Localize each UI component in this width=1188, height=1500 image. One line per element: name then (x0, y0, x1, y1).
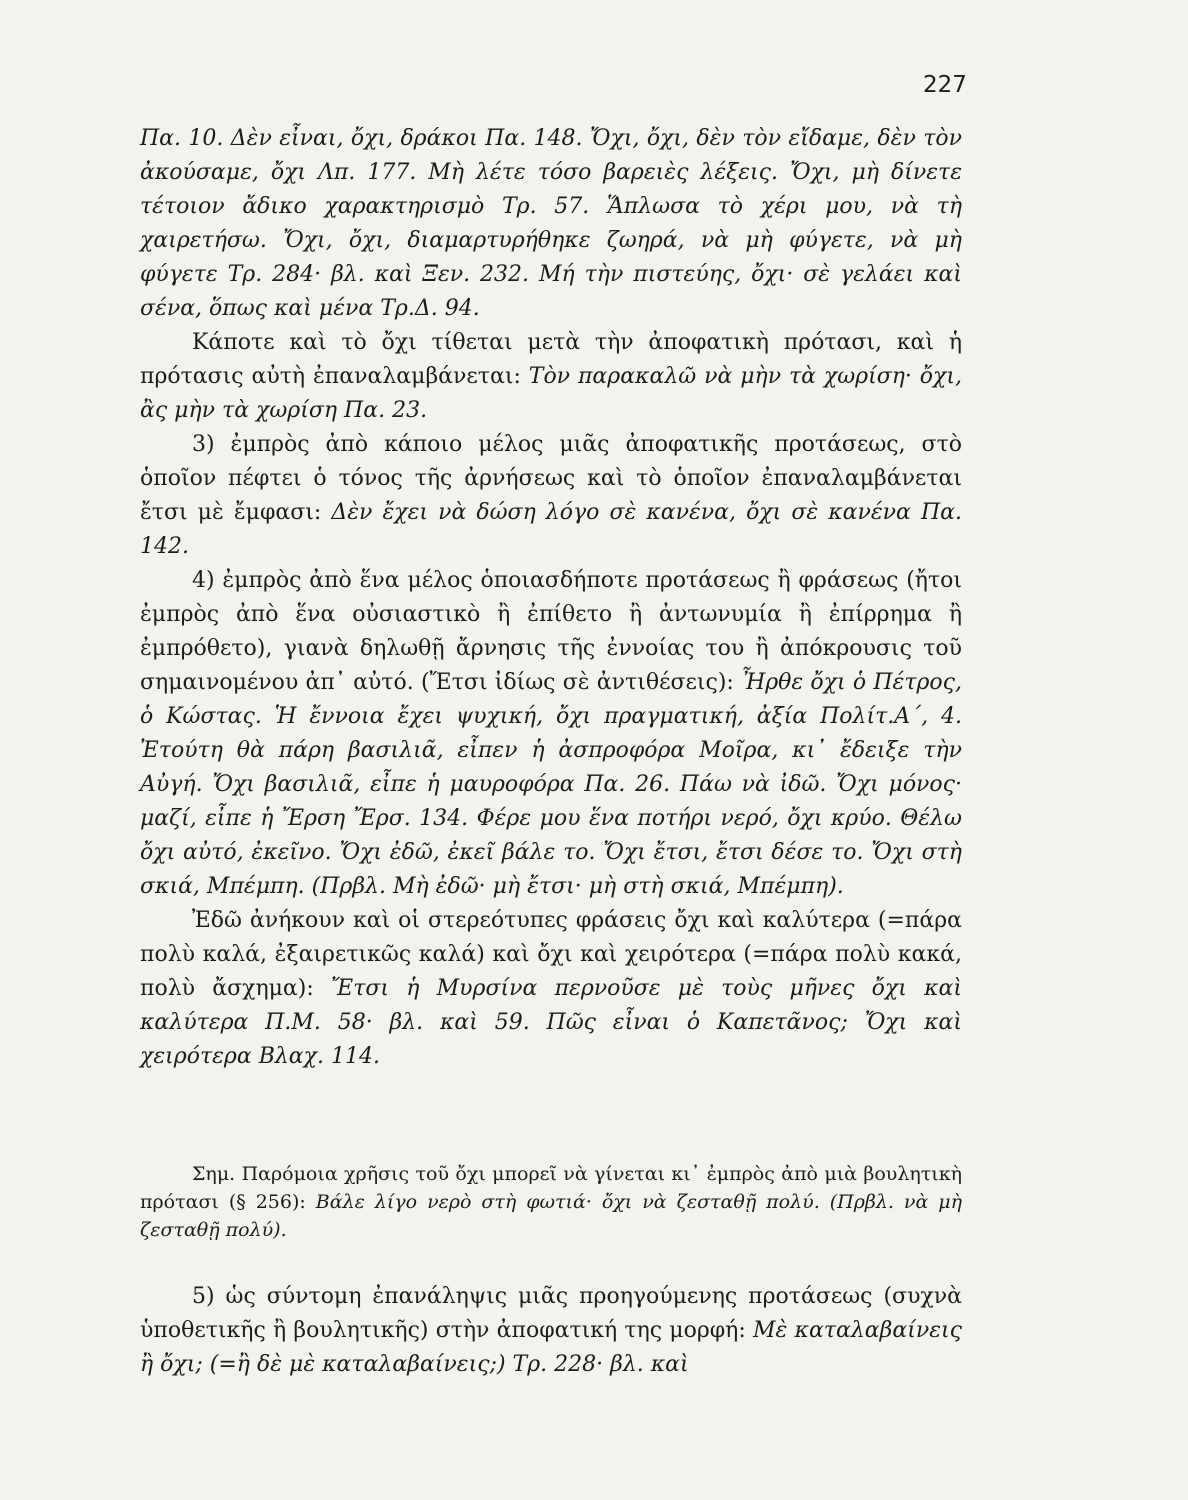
paragraph-6-examples: Μὲ καταλαβαίνεις ἢ ὄχι; (=ἢ δὲ μὲ καταλαβαίνεις;) Τρ. 228· βλ. καὶ (140, 1318, 962, 1377)
paragraph-5-lead: Ἐδῶ ἀνήκουν καὶ οἱ στερεότυπες φράσεις ὄχι καὶ καλύτερα (=πάρα πολὺ καλά, ἐξαιρετικῶς καλά) καὶ ὄχι καὶ χειρότερα (=πάρα πολὺ κακά, πολὺ ἄσχημα): (140, 908, 962, 1001)
note-examples: Βάλε λίγο νερὸ στὴ φωτιά· ὄχι νὰ ζεσταθῇ πολύ. (Πρβλ. νὰ μὴ ζεσταθῇ πολύ). (140, 1191, 962, 1241)
paragraph-2-examples: Τὸν παρακαλῶ νὰ μὴν τὰ χωρίση· ὄχι, ἂς μὴν τὰ χωρίση Πα. 23. (140, 364, 963, 423)
paragraph-4 (140, 564, 962, 904)
paragraph-4-examples: Ἦρθε ὄχι ὁ Πέτρος, ὁ Κώστας. Ἡ ἔννοια ἔχει ψυχική, ὄχι πραγματική, ἀξία Πολίτ.Α΄, 4. Ἐτούτη θὰ πάρη βασιλιᾶ, εἶπεν ἡ ἀσπροφόρα Μοῖρα, κι᾿ ἔδειξε τὴν Αὐγή. Ὄχι βασιλιᾶ, εἶπε ἡ μαυροφόρα Πα. 26. Πάω νὰ ἰδῶ. Ὄχι μόνος· μαζί, εἶπε ἡ Ἔρση Ἔρσ. 134. Φέρε μου ἕνα ποτήρι νερό, ὄχι κρύο. Θέλω ὄχι αὐτό, ἐκεῖνο. Ὄχι ἐδῶ, ἐκεῖ βάλε το. Ὄχι ἔτσι, ἔτσι δέσε το. Ὄχι στὴ σκιά, Μπέμπη. (Πρβλ. Μὴ ἐδῶ· μὴ ἔτσι· μὴ στὴ σκιά, Μπέμπη). (140, 670, 962, 899)
paragraph-4-lead: 4) ἐμπρὸς ἀπὸ ἕνα μέλος ὁποιασδήποτε προτάσεως ἢ φράσεως (ἤτοι ἐμπρὸς ἀπὸ ἕνα οὐσιαστικὸ ἢ ἐπίθετο ἢ ἀντωνυμία ἢ ἐπίρρημα ἢ ἐμπρόθετο), γιανὰ δηλωθῇ ἄρνησις τῆς ἐννοίας του ἢ ἀπόκρουσις τοῦ σημαινομένου ἀπ᾿ αὐτό. (Ἔτσι ἰδίως σὲ ἀντιθέσεις): (140, 568, 962, 695)
paragraph-6 (140, 1280, 962, 1382)
paragraph-6-lead: 5) ὡς σύντομη ἐπανάληψις μιᾶς προηγούμενης προτάσεως (συχνὰ ὑποθετικῆς ἢ βουλητικῆς) στὴν ἀποφατική της μορφή: (140, 1284, 962, 1343)
page-number: 227 (923, 72, 967, 98)
paragraph-2-lead: Κάποτε καὶ τὸ ὄχι τίθεται μετὰ τὴν ἀποφατικὴ πρότασι, καὶ ἡ πρότασις αὐτὴ ἐπαναλαμβάνεται: (140, 330, 962, 389)
paragraph-5-examples: Ἔτσι ἡ Μυρσίνα περνοῦσε μὲ τοὺς μῆνες ὄχι καὶ καλύτερα Π.Μ. 58· βλ. καὶ 59. Πῶς εἶναι ὁ Καπετᾶνος; Ὄχι καὶ χειρότερα Βλαχ. 114. (140, 976, 962, 1069)
paragraph-3-examples: Δὲν ἔχει νὰ δώση λόγο σὲ κανένα, ὄχι σὲ κανένα Πα. 142. (140, 500, 962, 559)
note (140, 1160, 962, 1244)
paragraph-1: Πα. 10. Δὲν εἶναι, ὄχι, δράκοι Πα. 148. Ὄχι, ὄχι, δὲν τὸν εἴδαμε, δὲν τὸν ἀκούσαμε, ὄχι Λπ. 177. Μὴ λέτε τόσο βαρειὲς λέξεις. Ὄχι, μὴ δίνετε τέτοιον ἄδικο χαρακτηρισμὸ Τρ. 57. Ἅπλωσα τὸ χέρι μου, νὰ τὴ χαιρετήσω. Ὄχι, ὄχι, διαμαρτυρήθηκε ζωηρά, νὰ μὴ φύγετε, νὰ μὴ φύγετε Τρ. 284· βλ. καὶ Ξεν. 232. Μή τὴν πιστεύης, ὄχι· σὲ γελάει καὶ σένα, ὅπως καὶ μένα Τρ.Δ. 94. (140, 126, 962, 321)
note-lead: Σημ. Παρόμοια χρῆσις τοῦ ὄχι μπορεῖ νὰ γίνεται κι᾿ ἐμπρὸς ἀπὸ μιὰ βουλητικὴ πρότασι (§ 256): (140, 1163, 962, 1213)
paragraph-5 (140, 904, 962, 1074)
final-text (140, 1280, 962, 1382)
paragraph-3 (140, 428, 962, 564)
paragraph-3-lead: 3) ἐμπρὸς ἀπὸ κάποιο μέλος μιᾶς ἀποφατικῆς προτάσεως, στὸ ὁποῖον πέφτει ὁ τόνος τῆς ἀρνήσεως καὶ τὸ ὁποῖον ἐπαναλαμβάνεται ἔτσι μὲ ἔμφασι: (140, 432, 962, 525)
paragraph-2 (140, 326, 962, 428)
main-text (140, 122, 962, 1074)
